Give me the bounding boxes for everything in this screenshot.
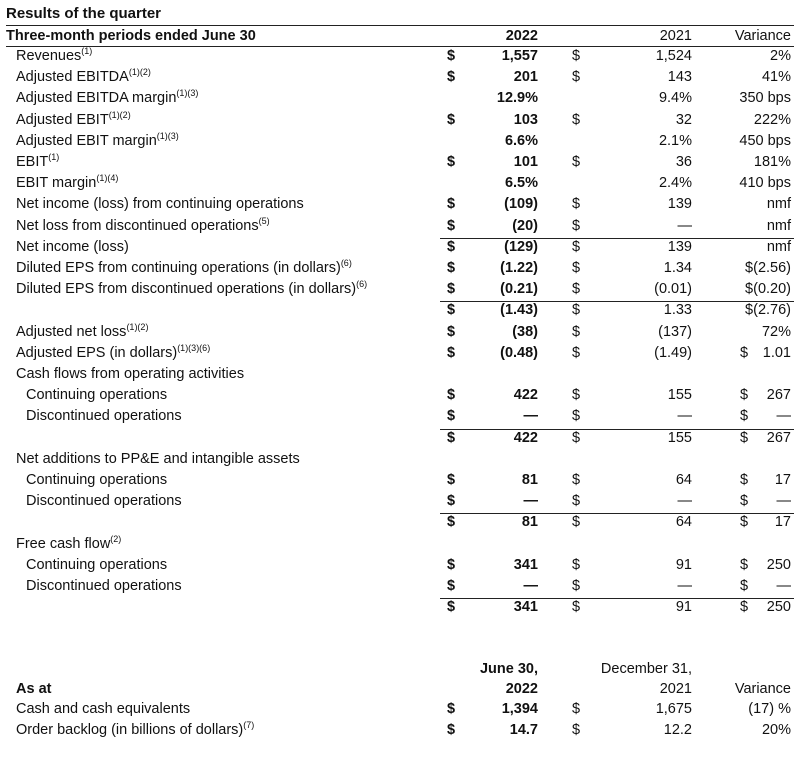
- value-2021: 2.1%: [658, 133, 692, 149]
- value-2021: —: [677, 218, 692, 234]
- value-variance: 17: [774, 514, 791, 530]
- row-label-text: Diluted EPS from discontinued operations (in dollars): [16, 281, 357, 297]
- currency-variance: $: [740, 345, 749, 361]
- row-label: [16, 112, 131, 128]
- value-2022: (0.21): [500, 281, 538, 297]
- footnote-ref: (1)(2): [108, 110, 131, 120]
- currency-2021: $: [572, 599, 581, 615]
- value-2021: 143: [667, 69, 692, 85]
- column-header-2021: 2021: [659, 28, 692, 44]
- value-2021: (0.01): [654, 281, 692, 297]
- currency-2021: $: [572, 239, 581, 255]
- value-2022: 6.5%: [504, 175, 538, 191]
- row-label: [16, 260, 352, 276]
- currency-2021: $: [572, 260, 581, 276]
- value-2022: 422: [513, 387, 538, 403]
- value-2022: (129): [504, 239, 538, 255]
- currency-variance: $: [740, 387, 749, 403]
- value-variance: (17) %: [748, 701, 791, 717]
- currency-2022: $: [447, 218, 456, 234]
- row-label-text: Adjusted net loss: [16, 324, 127, 340]
- value-variance: nmf: [766, 239, 791, 255]
- row-label-text: EBIT: [16, 154, 49, 170]
- currency-2021: $: [572, 722, 581, 738]
- currency-2022: $: [447, 701, 456, 717]
- value-variance: 410 bps: [739, 175, 791, 191]
- value-2022: 12.9%: [496, 90, 538, 106]
- footnote-ref: (1): [81, 46, 93, 56]
- row-label: [26, 387, 167, 403]
- value-2022: (20): [512, 218, 538, 234]
- value-2021: 64: [675, 472, 692, 488]
- footnote-ref: (1)(3): [156, 131, 179, 141]
- value-2022: 6.6%: [504, 133, 538, 149]
- currency-2022: $: [447, 239, 456, 255]
- currency-2022: $: [447, 345, 456, 361]
- currency-2021: $: [572, 218, 581, 234]
- currency-2022: $: [447, 154, 456, 170]
- row-label: [16, 133, 179, 149]
- value-2022: 81: [521, 514, 538, 530]
- value-2022: 103: [513, 112, 538, 128]
- row-label-text: Free cash flow: [16, 536, 111, 552]
- value-variance: 17: [774, 472, 791, 488]
- value-2022: —: [523, 408, 538, 424]
- currency-variance: $: [740, 514, 749, 530]
- currency-2022: $: [447, 599, 456, 615]
- asat-label: As at: [16, 681, 52, 697]
- value-variance: —: [776, 493, 791, 509]
- value-2022: (38): [512, 324, 538, 340]
- currency-2022: $: [447, 302, 456, 318]
- footnote-ref: (1)(2): [126, 322, 149, 332]
- row-label-text: Adjusted EBIT: [16, 112, 109, 128]
- row-label: [16, 154, 59, 170]
- currency-variance: $: [740, 493, 749, 509]
- row-label-text: Continuing operations: [26, 472, 168, 488]
- value-2021: 36: [675, 154, 692, 170]
- value-2022: 201: [513, 69, 538, 85]
- asat-header-2021-line1: December 31,: [600, 661, 692, 677]
- currency-2021: $: [572, 112, 581, 128]
- currency-variance: $: [740, 578, 749, 594]
- currency-2022: $: [447, 69, 456, 85]
- column-header-period: Three-month periods ended June 30: [6, 28, 256, 44]
- asat-header-variance: Variance: [734, 681, 791, 697]
- row-label-text: Net additions to PP&E and intangible assets: [16, 451, 300, 467]
- value-2022: 81: [521, 472, 538, 488]
- value-2021: —: [677, 408, 692, 424]
- currency-2022: $: [447, 514, 456, 530]
- row-label: [26, 578, 182, 594]
- value-variance: $(0.20): [745, 281, 791, 297]
- value-variance: $(2.76): [745, 302, 791, 318]
- row-label: [16, 536, 121, 552]
- currency-2021: $: [572, 302, 581, 318]
- value-2021: 64: [675, 514, 692, 530]
- currency-2021: $: [572, 281, 581, 297]
- footnote-ref: (1)(3)(6): [177, 343, 211, 353]
- value-2021: —: [677, 578, 692, 594]
- row-label-text: Discontinued operations: [26, 408, 182, 424]
- currency-2021: $: [572, 154, 581, 170]
- row-label-text: Discontinued operations: [26, 578, 182, 594]
- page-title: Results of the quarter: [6, 5, 162, 22]
- row-label: [16, 69, 151, 85]
- currency-2021: $: [572, 69, 581, 85]
- row-label: [16, 218, 270, 234]
- currency-2022: $: [447, 324, 456, 340]
- currency-2022: $: [447, 387, 456, 403]
- row-label: [26, 557, 167, 573]
- row-label: [16, 239, 129, 255]
- currency-2022: $: [447, 722, 456, 738]
- value-2021: (1.49): [654, 345, 692, 361]
- row-label-text: Adjusted EBITDA: [16, 69, 129, 85]
- value-2022: 14.7: [509, 722, 538, 738]
- value-2021: 12.2: [663, 722, 692, 738]
- value-variance: $(2.56): [745, 260, 791, 276]
- currency-2021: $: [572, 514, 581, 530]
- value-2021: 155: [667, 430, 692, 446]
- row-label-text: Continuing operations: [26, 557, 168, 573]
- row-label-text: Adjusted EBITDA margin: [16, 90, 177, 106]
- value-2021: (137): [658, 324, 692, 340]
- row-label: [16, 90, 198, 106]
- value-variance: nmf: [766, 218, 791, 234]
- row-label-text: Net income (loss) from continuing operations: [16, 196, 304, 212]
- row-label-text: Cash and cash equivalents: [16, 701, 191, 717]
- row-label-text: EBIT margin: [16, 175, 97, 191]
- value-variance: 250: [766, 557, 791, 573]
- value-2022: (0.48): [500, 345, 538, 361]
- row-label: [16, 701, 190, 717]
- value-2021: 1.34: [663, 260, 692, 276]
- value-variance: —: [776, 578, 791, 594]
- row-label: [16, 324, 148, 340]
- value-2022: 341: [513, 557, 538, 573]
- row-label-text: Revenues: [16, 48, 82, 64]
- value-variance: 20%: [761, 722, 791, 738]
- currency-2022: $: [447, 472, 456, 488]
- currency-2022: $: [447, 112, 456, 128]
- footnote-ref: (5): [258, 216, 270, 226]
- currency-2021: $: [572, 408, 581, 424]
- value-2022: —: [523, 493, 538, 509]
- value-2022: 1,394: [501, 701, 538, 717]
- currency-2022: $: [447, 578, 456, 594]
- row-label: [16, 366, 244, 382]
- footnote-ref: (1)(4): [96, 173, 119, 183]
- value-variance: nmf: [766, 196, 791, 212]
- value-variance: 267: [766, 430, 791, 446]
- value-2021: 1,524: [655, 48, 692, 64]
- currency-2021: $: [572, 472, 581, 488]
- footnote-ref: (6): [340, 258, 352, 268]
- currency-2021: $: [572, 324, 581, 340]
- currency-2021: $: [572, 345, 581, 361]
- value-2021: 2.4%: [658, 175, 692, 191]
- value-2022: (1.22): [500, 260, 538, 276]
- value-variance: 450 bps: [739, 133, 791, 149]
- value-variance: —: [776, 408, 791, 424]
- row-label-text: Adjusted EBIT margin: [16, 133, 157, 149]
- currency-2022: $: [447, 557, 456, 573]
- footnote-ref: (2): [110, 534, 122, 544]
- row-label-text: Adjusted EPS (in dollars): [16, 345, 178, 361]
- value-2021: 91: [675, 557, 692, 573]
- value-2022: (1.43): [500, 302, 538, 318]
- currency-2022: $: [447, 260, 456, 276]
- column-header-2022: 2022: [505, 28, 538, 44]
- value-2021: 9.4%: [658, 90, 692, 106]
- footnote-ref: (1)(2): [128, 67, 151, 77]
- value-variance: 222%: [753, 112, 791, 128]
- value-2021: 155: [667, 387, 692, 403]
- value-2021: 1,675: [655, 701, 692, 717]
- currency-2022: $: [447, 196, 456, 212]
- footnote-ref: (6): [356, 279, 368, 289]
- row-label: [16, 345, 210, 361]
- row-label: [16, 196, 304, 212]
- row-label-text: Order backlog (in billions of dollars): [16, 722, 244, 738]
- value-2021: 139: [667, 239, 692, 255]
- value-variance: 2%: [770, 48, 791, 64]
- value-2022: —: [523, 578, 538, 594]
- row-label-text: Net income (loss): [16, 239, 129, 255]
- value-2021: —: [677, 493, 692, 509]
- row-label: [16, 175, 118, 191]
- value-2022: 422: [513, 430, 538, 446]
- value-variance: 72%: [761, 324, 791, 340]
- row-label: [16, 451, 300, 467]
- currency-variance: $: [740, 408, 749, 424]
- asat-header-2022-line2: 2022: [505, 681, 538, 697]
- value-variance: 41%: [761, 69, 791, 85]
- currency-2021: $: [572, 578, 581, 594]
- currency-2021: $: [572, 430, 581, 446]
- currency-2021: $: [572, 701, 581, 717]
- value-2021: 139: [667, 196, 692, 212]
- currency-2021: $: [572, 48, 581, 64]
- row-label-text: Discontinued operations: [26, 493, 182, 509]
- row-label-text: Cash flows from operating activities: [16, 366, 245, 382]
- value-2021: 32: [675, 112, 692, 128]
- value-variance: 350 bps: [739, 90, 791, 106]
- footnote-ref: (7): [243, 720, 255, 730]
- header-top-rule: [6, 25, 794, 26]
- currency-variance: $: [740, 557, 749, 573]
- currency-variance: $: [740, 472, 749, 488]
- row-label: [16, 48, 92, 64]
- value-variance: 1.01: [762, 345, 791, 361]
- value-variance: 181%: [753, 154, 791, 170]
- row-label: [26, 472, 167, 488]
- row-label-text: Diluted EPS from continuing operations (in dollars): [16, 260, 341, 276]
- value-2022: 101: [513, 154, 538, 170]
- column-header-variance: Variance: [734, 28, 791, 44]
- subtotal-rule: [440, 301, 794, 302]
- value-2021: 91: [675, 599, 692, 615]
- footnote-ref: (1)(3): [176, 88, 199, 98]
- value-2021: 1.33: [663, 302, 692, 318]
- value-variance: 250: [766, 599, 791, 615]
- subtotal-rule: [440, 238, 794, 239]
- row-label-text: Continuing operations: [26, 387, 168, 403]
- value-2022: 1,557: [501, 48, 538, 64]
- asat-header-2021-line2: 2021: [659, 681, 692, 697]
- value-2022: (109): [504, 196, 538, 212]
- row-label: [26, 493, 182, 509]
- currency-2022: $: [447, 48, 456, 64]
- row-label: [26, 408, 182, 424]
- currency-2022: $: [447, 408, 456, 424]
- row-label: [16, 722, 254, 738]
- currency-2021: $: [572, 196, 581, 212]
- value-variance: 267: [766, 387, 791, 403]
- footnote-ref: (1): [48, 152, 60, 162]
- value-2022: 341: [513, 599, 538, 615]
- currency-2022: $: [447, 430, 456, 446]
- currency-2021: $: [572, 387, 581, 403]
- currency-variance: $: [740, 430, 749, 446]
- currency-2022: $: [447, 493, 456, 509]
- row-label-text: Net loss from discontinued operations: [16, 218, 259, 234]
- asat-header-2022-line1: June 30,: [479, 661, 538, 677]
- currency-2022: $: [447, 281, 456, 297]
- currency-2021: $: [572, 557, 581, 573]
- currency-variance: $: [740, 599, 749, 615]
- row-label: [16, 281, 367, 297]
- currency-2021: $: [572, 493, 581, 509]
- header-bottom-rule: [6, 46, 794, 47]
